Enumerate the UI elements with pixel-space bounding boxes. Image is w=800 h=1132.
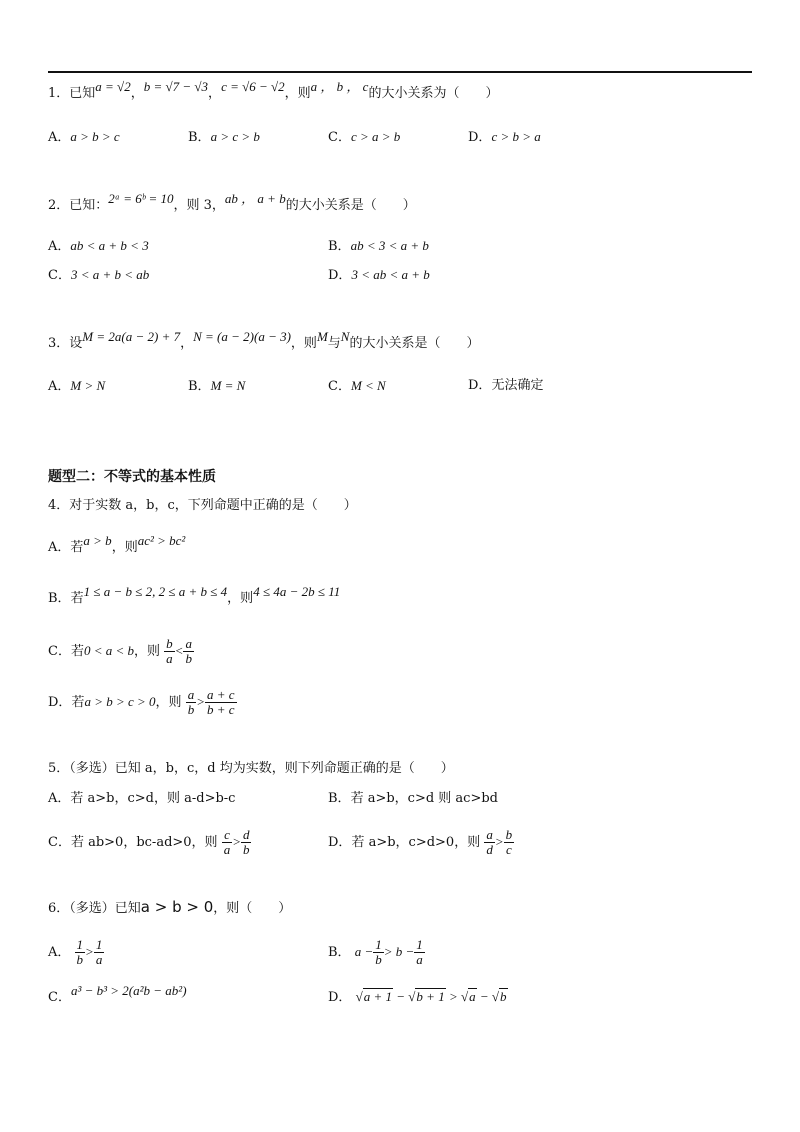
q3-option-b-text: M = N: [210, 378, 246, 393]
q2-option-a-text: ab < a + b < 3: [70, 238, 149, 253]
q5-d-left-den: d: [486, 842, 493, 857]
q1-option-a-label: A．: [48, 130, 71, 145]
q3-option-d-text: 无法确定: [491, 378, 544, 393]
q6-a-left-den: b: [76, 952, 84, 967]
q4-a-cond: a > b: [83, 533, 112, 548]
q1-option-c-text: c > a > b: [350, 129, 401, 144]
q4-d-left-num: a: [187, 687, 195, 702]
q3-expr-n: N = (a − 2)(a − 3): [193, 329, 291, 344]
q4-d-left-fraction: [186, 688, 197, 717]
q6-a-op: >: [85, 944, 94, 959]
q6-option-b[interactable]: [328, 938, 425, 967]
q2-option-d[interactable]: [328, 266, 430, 285]
q4-b-cond: 1 ≤ a − b ≤ 2, 2 ≤ a + b ≤ 4: [83, 584, 228, 599]
q4-c-then: ，则: [134, 644, 161, 659]
q4-a-if: 若: [70, 540, 84, 555]
q6-c-label: C．: [48, 990, 71, 1005]
q6-d-expression: √a + 1 − √b + 1 > √a − √b: [355, 989, 507, 1004]
q4-c-right-num: a: [185, 636, 192, 651]
q5-c-op: >: [232, 834, 241, 849]
q5-d-pre: 若 a>b，c>d>0，则: [351, 835, 481, 850]
q4-option-b[interactable]: [48, 584, 341, 608]
q2-option-c-text: 3 < a + b < ab: [70, 267, 150, 282]
q4-c-left-den: a: [166, 651, 173, 666]
q4-d-label: D．: [48, 695, 72, 710]
q4-b-if: 若: [70, 591, 84, 606]
q6-b-f2-den: a: [416, 952, 423, 967]
question-1-stem: 1．已知a = √2，b = √7 − √3，c = √6 − √2，则a ， b ， c的大小关系为（ ）: [48, 79, 499, 101]
q3-option-c-label: C．: [328, 379, 351, 394]
q5-d-op: >: [494, 834, 504, 849]
q3-expr-m: M = 2a(a − 2) + 7: [82, 329, 181, 344]
q6-a-right-den: a: [95, 952, 103, 967]
q5-c-right-fraction: [241, 828, 252, 857]
q1-suffix: 的大小关系为（ ）: [368, 86, 499, 101]
q4-d-op: >: [196, 694, 205, 709]
q6-d-minus-2: −: [479, 989, 489, 1004]
q2-prefix: 2．已知：: [48, 198, 109, 213]
q6-c-text: a³ − b³ > 2(a²b − ab²): [70, 983, 187, 998]
q4-c-op: <: [174, 643, 184, 658]
q6-b-fraction-1: [373, 938, 384, 967]
q4-d-if: 若: [71, 695, 85, 710]
q5-c-left-den: a: [223, 842, 231, 857]
section-title: 题型二：不等式的基本性质: [48, 469, 216, 485]
q3-mid: ，则: [290, 336, 317, 351]
q1-option-d[interactable]: [468, 128, 541, 147]
question-4-stem: 4．对于实数 a，b，c，下列命题中正确的是（ ）: [48, 498, 357, 513]
q4-d-right-den: b + c: [206, 702, 235, 717]
q5-d-right-num: b: [505, 827, 513, 842]
q6-d-radicand-4: b: [500, 989, 507, 1004]
q5-b-text: 若 a>b，c>d 则 ac>bd: [350, 791, 498, 806]
q2-vars: ab ， a + b: [224, 191, 286, 206]
q3-option-c-text: M < N: [350, 378, 386, 393]
q3-option-b[interactable]: [188, 377, 245, 396]
q5-c-right-num: d: [242, 827, 250, 842]
q2-option-a[interactable]: [48, 237, 149, 256]
q4-c-cond: 0 < a < b: [83, 643, 135, 658]
q2-option-d-label: D．: [328, 268, 352, 283]
q1-mid: ，则: [284, 86, 311, 101]
q5-option-b[interactable]: [328, 790, 498, 808]
q4-b-label: B．: [48, 591, 71, 606]
q3-suffix: 的大小关系是（ ）: [349, 336, 480, 351]
q2-option-b-text: ab < 3 < a + b: [350, 238, 429, 253]
q6-b-f2-num: 1: [416, 937, 423, 952]
q2-expr: 2ᵃ = 6ᵇ = 10: [108, 191, 174, 206]
q6-suffix: ，则（ ）: [213, 901, 292, 916]
question-5-stem: 5．（多选）已知 a，b，c，d 均为实数，则下列命题正确的是（ ）: [48, 761, 454, 776]
q6-b-part-2: > b −: [383, 944, 415, 959]
q1-expr-a: a = √2: [95, 79, 131, 94]
q5-c-label: C．: [48, 835, 71, 850]
q1-option-d-text: c > b > a: [491, 129, 541, 144]
q5-c-right-den: b: [242, 842, 250, 857]
q4-d-then: ，则: [155, 695, 182, 710]
q4-d-cond: a > b > c > 0: [84, 694, 156, 709]
q4-b-then: ，则: [227, 591, 254, 606]
q1-option-b-label: B．: [188, 130, 211, 145]
q4-c-label: C．: [48, 644, 71, 659]
q3-option-d[interactable]: [468, 377, 543, 395]
q6-b-fraction-2: [414, 938, 425, 967]
q1-option-a[interactable]: [48, 128, 120, 147]
q2-mid: ，则 3，: [173, 198, 225, 213]
question-6-stem: [48, 898, 291, 918]
q6-d-radicand-3: a: [469, 989, 476, 1004]
q4-option-a[interactable]: [48, 533, 186, 557]
q4-d-right-num: a + c: [206, 687, 235, 702]
q1-expr-b: b = √7 − √3: [143, 79, 209, 94]
q6-a-left-fraction: [75, 938, 86, 967]
q1-option-c[interactable]: [328, 128, 400, 147]
q1-option-b[interactable]: [188, 128, 260, 147]
q5-option-a[interactable]: [48, 790, 235, 808]
q1-vars: a ， b ， c: [310, 79, 369, 94]
q4-option-c[interactable]: [48, 637, 194, 666]
q4-d-right-fraction: [205, 688, 237, 717]
q4-a-then: ，则: [111, 540, 138, 555]
q5-option-d[interactable]: [328, 828, 514, 857]
q3-option-d-label: D．: [468, 378, 492, 393]
q4-c-right-fraction: [183, 637, 194, 666]
q4-option-d[interactable]: [48, 688, 237, 717]
q3-var-m: M: [316, 329, 328, 344]
q4-c-left-num: b: [166, 636, 173, 651]
q5-option-c[interactable]: [48, 828, 251, 857]
q5-a-label: A．: [48, 791, 71, 806]
q1-option-c-label: C．: [328, 130, 351, 145]
q4-c-if: 若: [70, 644, 84, 659]
q3-prefix: 3．设: [48, 336, 83, 351]
q3-option-a[interactable]: [48, 377, 105, 396]
q6-option-a[interactable]: [48, 938, 104, 967]
q6-d-gt: >: [448, 989, 458, 1004]
q6-b-f1-num: 1: [375, 937, 382, 952]
q6-a-label: A．: [48, 945, 71, 960]
q3-with: 与: [327, 336, 341, 351]
q6-option-c[interactable]: [48, 983, 187, 1007]
q2-option-b-label: B．: [328, 239, 351, 254]
q6-cond: a > b > 0: [140, 898, 214, 916]
q5-b-label: B．: [328, 791, 351, 806]
q5-d-label: D．: [328, 835, 352, 850]
q6-a-right-num: 1: [95, 937, 103, 952]
q4-c-right-den: b: [185, 651, 192, 666]
q6-a-right-fraction: [94, 938, 105, 967]
q4-c-left-fraction: [164, 637, 175, 666]
q5-c-left-num: c: [222, 828, 233, 843]
q5-d-left-num: a: [486, 827, 493, 842]
q1-option-d-label: D．: [468, 130, 492, 145]
q3-option-c[interactable]: [328, 377, 386, 396]
q3-option-a-label: A．: [48, 379, 71, 394]
q1-option-a-text: a > b > c: [70, 129, 120, 144]
q5-d-right-fraction: [504, 828, 515, 857]
q6-d-radicand-1: a + 1: [363, 989, 392, 1004]
q1-prefix: 1．已知: [48, 86, 96, 101]
q2-suffix: 的大小关系是（ ）: [285, 198, 416, 213]
q6-d-label: D．: [328, 990, 352, 1005]
question-3-stem: 3．设M = 2a(a − 2) + 7，N = (a − 2)(a − 3)，则M与N的大小关系是（ ）: [48, 329, 480, 351]
q5-c-left-fraction: [222, 828, 233, 857]
q6-d-minus-1: −: [396, 989, 406, 1004]
q5-c-pre: 若 ab>0，bc-ad>0，则: [70, 835, 218, 850]
q6-b-part-1: a −: [354, 944, 374, 959]
q2-option-c[interactable]: [48, 266, 149, 285]
question-2-stem: [48, 191, 416, 215]
top-rule: [48, 71, 752, 73]
q1-option-b-text: a > c > b: [210, 129, 260, 144]
q6-a-left-num: 1: [76, 937, 84, 952]
q2-option-c-label: C．: [48, 268, 71, 283]
q4-d-left-den: b: [187, 702, 195, 717]
q4-a-res: ac² > bc²: [137, 533, 186, 548]
q6-b-f1-den: b: [375, 952, 382, 967]
q5-d-right-den: c: [505, 842, 512, 857]
q6-d-radicand-2: b + 1: [416, 989, 445, 1004]
q2-option-b[interactable]: [328, 237, 429, 256]
q4-a-label: A．: [48, 540, 71, 555]
q3-option-b-label: B．: [188, 379, 211, 394]
q4-b-res: 4 ≤ 4a − 2b ≤ 11: [253, 584, 341, 599]
q2-option-a-label: A．: [48, 239, 71, 254]
q3-option-a-text: M > N: [70, 378, 106, 393]
q6-prefix: 6．（多选）已知: [48, 901, 141, 916]
q6-option-d[interactable]: [328, 988, 508, 1007]
q6-b-label: B．: [328, 945, 351, 960]
q5-d-left-fraction: [484, 828, 495, 857]
q1-expr-c: c = √6 − √2: [221, 79, 285, 94]
q3-var-n: N: [340, 329, 350, 344]
q2-option-d-text: 3 < ab < a + b: [351, 267, 430, 282]
q5-a-text: 若 a>b，c>d，则 a-d>b-c: [70, 791, 236, 806]
